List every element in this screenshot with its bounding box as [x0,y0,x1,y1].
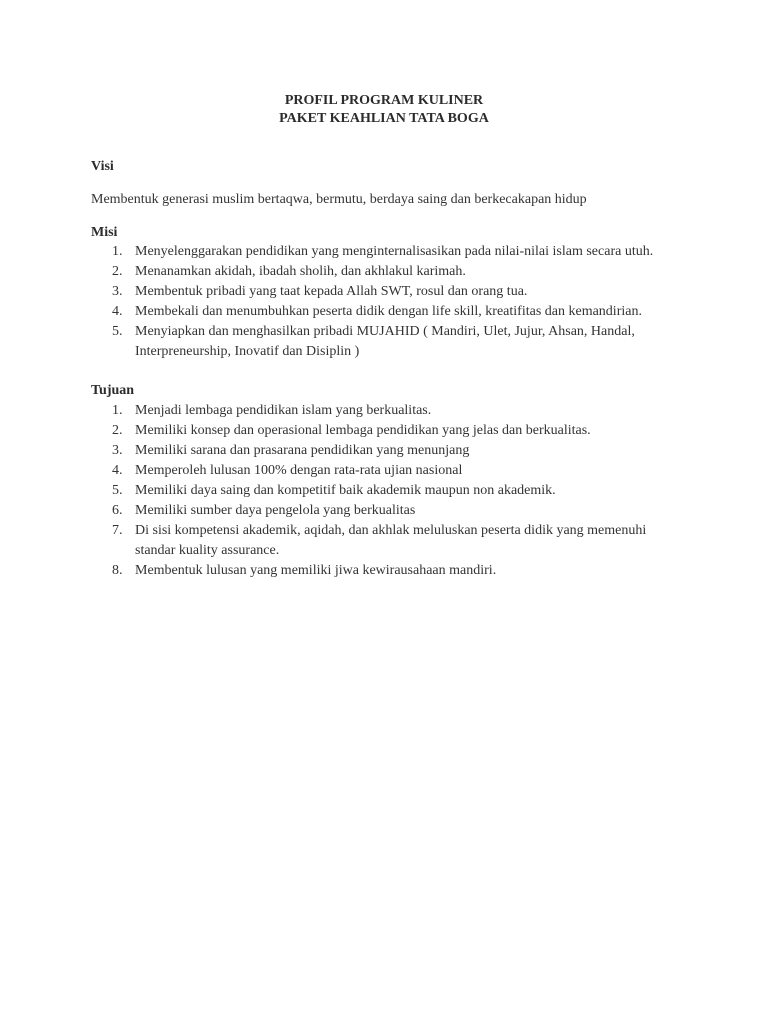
list-item-text: Memiliki sarana dan prasarana pendidikan yang menunjang [135,443,470,458]
list-item [0,282,675,302]
list-item-number: 1. [112,403,123,418]
list-item [0,262,675,282]
list-item-number: 8. [112,563,123,578]
tujuan-list [0,401,675,581]
list-item-number: 5. [112,324,123,339]
list-item-text: Menjadi lembaga pendidikan islam yang berkualitas. [135,403,432,418]
list-item-number: 3. [112,284,123,299]
list-item [0,401,675,421]
list-item-number: 4. [112,304,123,319]
list-item-text: Menyiapkan dan menghasilkan pribadi MUJAHID ( Mandiri, Ulet, Jujur, Ahsan, Handal, Interpreneurship, Inovatif dan Disiplin ) [135,324,635,359]
list-item-number: 1. [112,244,123,259]
list-item-number: 7. [112,523,123,538]
list-item-text: Menyelenggarakan pendidikan yang menginternalisasikan pada nilai-nilai islam secara utuh. [135,244,654,259]
list-item-text: Memiliki konsep dan operasional lembaga pendidikan yang jelas dan berkualitas. [135,423,591,438]
list-item-number: 3. [112,443,123,458]
list-item [0,302,675,322]
list-item-text: Membekali dan menumbuhkan peserta didik dengan life skill, kreatifitas dan kemandirian. [135,304,642,319]
list-item-number: 2. [112,423,123,438]
list-item [0,322,675,362]
tujuan-heading: Tujuan [91,383,135,398]
list-item-text: Membentuk lulusan yang memiliki jiwa kewirausahaan mandiri. [135,563,497,578]
list-item-number: 2. [112,264,123,279]
document-title-line-1: PROFIL PROGRAM KULINER [284,93,484,108]
list-item-text: Membentuk pribadi yang taat kepada Allah SWT, rosul dan orang tua. [135,284,528,299]
list-item-text: Memiliki sumber daya pengelola yang berkualitas [135,503,416,518]
misi-list [0,242,675,362]
list-item [0,481,675,501]
list-item-text: Menanamkan akidah, ibadah sholih, dan akhlakul karimah. [135,264,466,279]
list-item-text: Memiliki daya saing dan kompetitif baik akademik maupun non akademik. [135,483,556,498]
list-item [0,441,675,461]
list-item [0,521,675,561]
list-item [0,501,675,521]
list-item-number: 5. [112,483,123,498]
list-item-text: Di sisi kompetensi akademik, aqidah, dan akhlak meluluskan peserta didik yang memenuhi standar kuality assurance. [135,523,647,558]
list-item [0,561,675,581]
list-item-number: 4. [112,463,123,478]
list-item [0,242,675,262]
document-title-line-2: PAKET KEAHLIAN TATA BOGA [279,111,489,126]
list-item [0,461,675,481]
visi-text: Membentuk generasi muslim bertaqwa, bermutu, berdaya saing dan berkecakapan hidup [91,192,587,207]
list-item [0,421,675,441]
list-item-text: Memperoleh lulusan 100% dengan rata-rata ujian nasional [135,463,463,478]
visi-heading: Visi [91,159,114,174]
list-item-number: 6. [112,503,123,518]
misi-heading: Misi [91,225,118,240]
